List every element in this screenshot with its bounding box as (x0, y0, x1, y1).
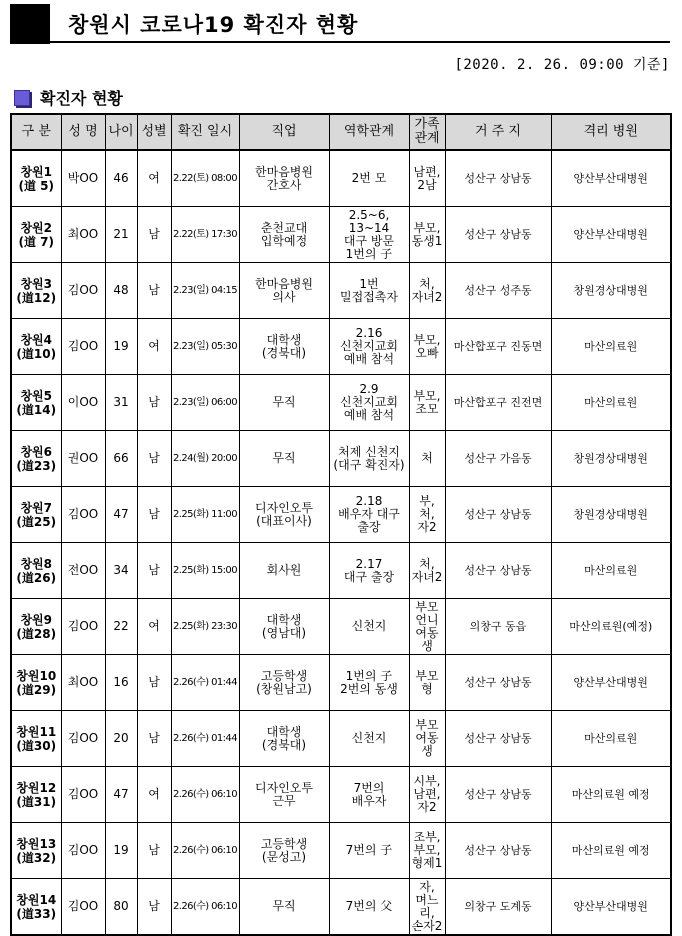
hospital-cell: 양산부산대병원 (551, 207, 671, 263)
occupation-cell: 무직 (239, 879, 329, 936)
sex-cell: 남 (137, 879, 171, 936)
case-number-cell: 창원13 (道32) (11, 823, 61, 879)
name-cell: 최OO (61, 655, 105, 711)
epidemiology-cell: 2.5~6, 13~14 대구 방문 1번의 子 (329, 207, 409, 263)
confirm-date-cell: 2.22(토) 17:30 (171, 207, 239, 263)
occupation-cell: 한마음병원 간호사 (239, 150, 329, 207)
table-row (11, 431, 671, 487)
header-cell: 격리 병원 (551, 114, 671, 150)
case-number-cell: 창원12 (道31) (11, 767, 61, 823)
document-title: 창원시 코로나19 확진자 현황 (68, 13, 359, 37)
epidemiology-cell: 7번의 배우자 (329, 767, 409, 823)
family-cell: 처 (409, 431, 445, 487)
age-cell: 47 (105, 487, 137, 543)
name-cell: 최OO (61, 207, 105, 263)
confirm-date-cell: 2.25(화) 23:30 (171, 599, 239, 655)
family-cell: 부모, 오빠 (409, 319, 445, 375)
family-cell: 처, 자녀2 (409, 263, 445, 319)
occupation-cell: 고등학생 (창원남고) (239, 655, 329, 711)
confirm-date-cell: 2.26(수) 01:44 (171, 655, 239, 711)
address-cell: 성산구 상남동 (445, 543, 551, 599)
occupation-cell: 대학생 (경북대) (239, 711, 329, 767)
case-number-cell: 창원8 (道26) (11, 543, 61, 599)
family-cell: 조부, 부모, 형제1 (409, 823, 445, 879)
address-cell: 성산구 상남동 (445, 823, 551, 879)
family-cell: 부모, 조모 (409, 375, 445, 431)
table-row (11, 207, 671, 263)
age-cell: 16 (105, 655, 137, 711)
hospital-cell: 마산의료원 (551, 319, 671, 375)
table-row (11, 655, 671, 711)
epidemiology-cell: 2.18 배우자 대구 출장 (329, 487, 409, 543)
case-number-cell: 창원9 (道28) (11, 599, 61, 655)
sex-cell: 남 (137, 823, 171, 879)
table-row (11, 711, 671, 767)
hospital-cell: 마산의료원 (551, 711, 671, 767)
table-row (11, 823, 671, 879)
hospital-cell: 창원경상대병원 (551, 487, 671, 543)
table-row (11, 599, 671, 655)
hospital-cell: 마산의료원 예정 (551, 767, 671, 823)
age-cell: 66 (105, 431, 137, 487)
family-cell: 부모, 동생1 (409, 207, 445, 263)
case-number-cell: 창원4 (道10) (11, 319, 61, 375)
sex-cell: 남 (137, 375, 171, 431)
hospital-cell: 양산부산대병원 (551, 879, 671, 936)
occupation-cell: 디자인오투 (대표이사) (239, 487, 329, 543)
epidemiology-cell: 1번 밀접접촉자 (329, 263, 409, 319)
header-cell: 성 명 (61, 114, 105, 150)
name-cell: 권OO (61, 431, 105, 487)
address-cell: 의창구 도계동 (445, 879, 551, 936)
case-number-cell: 창원3 (道12) (11, 263, 61, 319)
header-cell: 확진 일시 (171, 114, 239, 150)
table-row (11, 319, 671, 375)
epidemiology-cell: 2번 모 (329, 150, 409, 207)
confirm-date-cell: 2.25(화) 15:00 (171, 543, 239, 599)
case-number-cell: 창원5 (道14) (11, 375, 61, 431)
sex-cell: 여 (137, 150, 171, 207)
header-cell: 나이 (105, 114, 137, 150)
age-cell: 21 (105, 207, 137, 263)
address-cell: 마산합포구 진전면 (445, 375, 551, 431)
name-cell: 김OO (61, 879, 105, 936)
header-cell: 직업 (239, 114, 329, 150)
header-cell: 거 주 지 (445, 114, 551, 150)
family-cell: 시부, 남편, 자2 (409, 767, 445, 823)
sex-cell: 남 (137, 431, 171, 487)
occupation-cell: 고등학생 (문성고) (239, 823, 329, 879)
hospital-cell: 양산부산대병원 (551, 655, 671, 711)
confirm-date-cell: 2.23(일) 04:15 (171, 263, 239, 319)
name-cell: 박OO (61, 150, 105, 207)
epidemiology-cell: 신천지 (329, 599, 409, 655)
occupation-cell: 춘천교대 입학예정 (239, 207, 329, 263)
name-cell: 김OO (61, 711, 105, 767)
occupation-cell: 회사원 (239, 543, 329, 599)
square-bullet-icon (14, 90, 30, 106)
epidemiology-cell: 7번의 父 (329, 879, 409, 936)
family-cell: 부모 언니 여동생 (409, 599, 445, 655)
confirm-date-cell: 2.26(수) 01:44 (171, 711, 239, 767)
age-cell: 80 (105, 879, 137, 936)
sex-cell: 여 (137, 599, 171, 655)
sex-cell: 남 (137, 263, 171, 319)
age-cell: 48 (105, 263, 137, 319)
table-row (11, 150, 671, 207)
name-cell: 김OO (61, 487, 105, 543)
occupation-cell: 무직 (239, 375, 329, 431)
sex-cell: 남 (137, 655, 171, 711)
header-cell: 가족 관계 (409, 114, 445, 150)
age-cell: 31 (105, 375, 137, 431)
family-cell: 남편, 2남 (409, 150, 445, 207)
case-number-cell: 창원11 (道30) (11, 711, 61, 767)
header-cell: 성별 (137, 114, 171, 150)
sex-cell: 남 (137, 207, 171, 263)
name-cell: 전OO (61, 543, 105, 599)
name-cell: 이OO (61, 375, 105, 431)
hospital-cell: 창원경상대병원 (551, 431, 671, 487)
title-underline (10, 41, 670, 43)
confirm-date-cell: 2.23(일) 05:30 (171, 319, 239, 375)
age-cell: 46 (105, 150, 137, 207)
hospital-cell: 마산의료원 (551, 543, 671, 599)
age-cell: 47 (105, 767, 137, 823)
confirm-date-cell: 2.22(토) 08:00 (171, 150, 239, 207)
address-cell: 의창구 동읍 (445, 599, 551, 655)
table-row (11, 543, 671, 599)
age-cell: 19 (105, 319, 137, 375)
address-cell: 성산구 가음동 (445, 431, 551, 487)
table-row (11, 375, 671, 431)
age-cell: 34 (105, 543, 137, 599)
hospital-cell: 마산의료원 (551, 375, 671, 431)
confirm-date-cell: 2.26(수) 06:10 (171, 879, 239, 936)
sex-cell: 남 (137, 711, 171, 767)
header-cell: 구 분 (11, 114, 61, 150)
confirm-date-cell: 2.23(일) 06:00 (171, 375, 239, 431)
hospital-cell: 양산부산대병원 (551, 150, 671, 207)
case-number-cell: 창원10 (道29) (11, 655, 61, 711)
age-cell: 20 (105, 711, 137, 767)
address-cell: 성산구 상남동 (445, 655, 551, 711)
epidemiology-cell: 2.16 신천지교회 예배 참석 (329, 319, 409, 375)
address-cell: 성산구 상남동 (445, 767, 551, 823)
age-cell: 19 (105, 823, 137, 879)
age-cell: 22 (105, 599, 137, 655)
epidemiology-cell: 1번의 子 2번의 동생 (329, 655, 409, 711)
address-cell: 성산구 상남동 (445, 487, 551, 543)
name-cell: 김OO (61, 599, 105, 655)
address-cell: 성산구 상남동 (445, 150, 551, 207)
cases-table (10, 113, 672, 936)
table-row (11, 487, 671, 543)
epidemiology-cell: 신천지 (329, 711, 409, 767)
occupation-cell: 디자인오투 근무 (239, 767, 329, 823)
case-number-cell: 창원7 (道25) (11, 487, 61, 543)
epidemiology-cell: 처제 신천지 (대구 확진자) (329, 431, 409, 487)
confirm-date-cell: 2.25(화) 11:00 (171, 487, 239, 543)
family-cell: 자, 며느리, 손자2 (409, 879, 445, 936)
sex-cell: 여 (137, 319, 171, 375)
address-cell: 성산구 상남동 (445, 711, 551, 767)
name-cell: 김OO (61, 823, 105, 879)
sex-cell: 여 (137, 767, 171, 823)
table-row (11, 263, 671, 319)
table-row (11, 767, 671, 823)
confirm-date-cell: 2.26(수) 06:10 (171, 823, 239, 879)
confirm-date-cell: 2.24(월) 20:00 (171, 431, 239, 487)
family-cell: 부, 처, 자2 (409, 487, 445, 543)
case-number-cell: 창원1 (道 5) (11, 150, 61, 207)
family-cell: 부모 형 (409, 655, 445, 711)
epidemiology-cell: 2.17 대구 출장 (329, 543, 409, 599)
name-cell: 김OO (61, 319, 105, 375)
table-header-row (11, 114, 671, 150)
title-block-mark (10, 4, 50, 44)
epidemiology-cell: 7번의 子 (329, 823, 409, 879)
name-cell: 김OO (61, 767, 105, 823)
table-row (11, 879, 671, 936)
occupation-cell: 대학생 (경북대) (239, 319, 329, 375)
basis-date: [2020. 2. 26. 09:00 기준] (454, 57, 670, 73)
header-cell: 역학관계 (329, 114, 409, 150)
case-number-cell: 창원2 (道 7) (11, 207, 61, 263)
section-heading (14, 86, 123, 109)
epidemiology-cell: 2.9 신천지교회 예배 참석 (329, 375, 409, 431)
sex-cell: 남 (137, 487, 171, 543)
family-cell: 처, 자녀2 (409, 543, 445, 599)
occupation-cell: 대학생 (영남대) (239, 599, 329, 655)
hospital-cell: 마산의료원 예정 (551, 823, 671, 879)
hospital-cell: 마산의료원(예정) (551, 599, 671, 655)
occupation-cell: 무직 (239, 431, 329, 487)
title-bar (10, 4, 670, 44)
occupation-cell: 한마음병원 의사 (239, 263, 329, 319)
confirm-date-cell: 2.26(수) 06:10 (171, 767, 239, 823)
address-cell: 마산합포구 진동면 (445, 319, 551, 375)
address-cell: 성산구 성주동 (445, 263, 551, 319)
case-number-cell: 창원6 (道23) (11, 431, 61, 487)
hospital-cell: 창원경상대병원 (551, 263, 671, 319)
address-cell: 성산구 상남동 (445, 207, 551, 263)
family-cell: 부모 여동생 (409, 711, 445, 767)
section-title: 확진자 현황 (40, 89, 123, 108)
name-cell: 김OO (61, 263, 105, 319)
case-number-cell: 창원14 (道33) (11, 879, 61, 936)
sex-cell: 남 (137, 543, 171, 599)
